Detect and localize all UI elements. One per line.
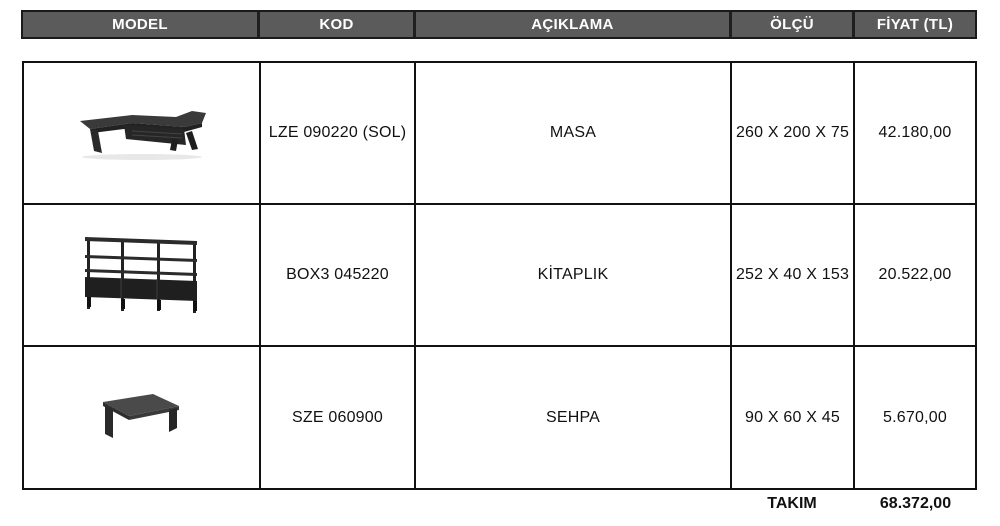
model-cell — [24, 63, 261, 203]
model-cell — [24, 205, 261, 345]
aciklama-cell: SEHPA — [416, 347, 732, 488]
fiyat-cell: 42.180,00 — [878, 124, 952, 141]
coffee-table-image — [97, 388, 187, 448]
olcu-cell: 252 X 40 X 153 — [732, 205, 855, 345]
table-row — [24, 347, 975, 488]
model-cell — [24, 347, 261, 488]
total-label: TAKIM — [767, 495, 817, 512]
kod-cell: SZE 060900 — [261, 347, 416, 488]
table-row — [24, 63, 975, 205]
aciklama-cell: KİTAPLIK — [416, 205, 732, 345]
total-row — [730, 492, 977, 516]
bookcase-image — [77, 233, 207, 317]
total-value: 68.372,00 — [879, 495, 952, 512]
fiyat-cell: 20.522,00 — [878, 266, 952, 283]
desk-image — [72, 103, 212, 163]
product-table — [22, 61, 977, 490]
column-header-aciklama: AÇIKLAMA — [416, 12, 732, 37]
kod-cell: BOX3 045220 — [261, 205, 416, 345]
table-row — [24, 205, 975, 347]
column-header-fiyat: FİYAT (TL) — [855, 12, 975, 37]
column-header-model: MODEL — [23, 12, 260, 37]
olcu-cell: 90 X 60 X 45 — [732, 347, 855, 488]
column-header-kod: KOD — [260, 12, 416, 37]
fiyat-cell: 5.670,00 — [883, 408, 947, 426]
column-header-olcu: ÖLÇÜ — [732, 12, 855, 37]
kod-cell: LZE 090220 (SOL) — [261, 63, 416, 203]
aciklama-cell: MASA — [416, 63, 732, 203]
table-header — [21, 10, 977, 39]
olcu-cell: 260 X 200 X 75 — [732, 63, 855, 203]
